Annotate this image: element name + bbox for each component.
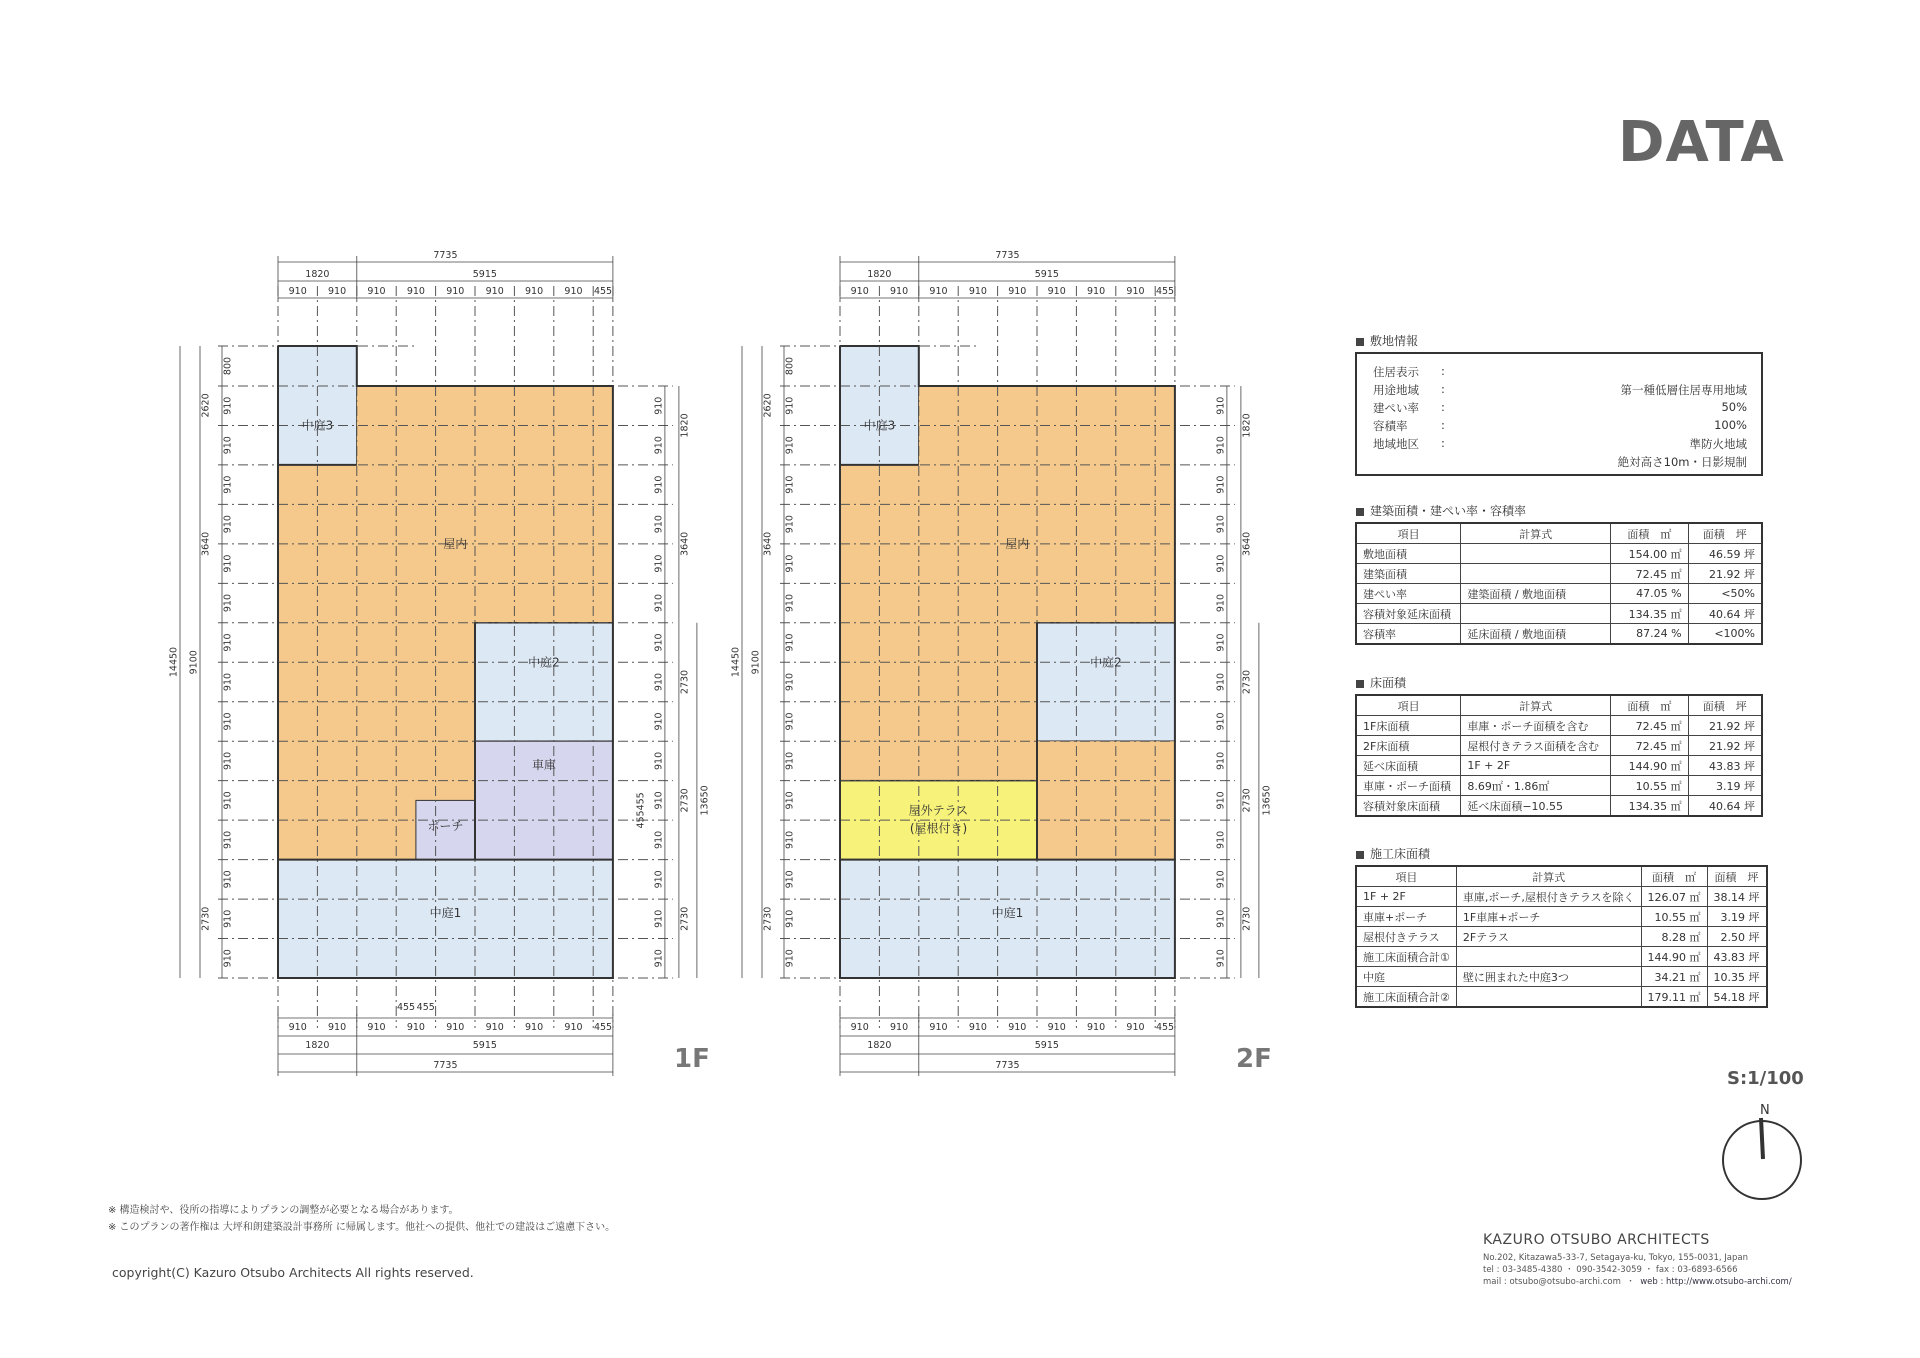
- dim-right-grid: 910: [653, 554, 665, 573]
- site-info-value: 100%: [1714, 418, 1747, 432]
- site-info-label: 建ぺい率: [1373, 401, 1419, 415]
- dim-right-grid: 910: [1215, 870, 1227, 889]
- table-cell: 46.59 坪: [1688, 544, 1762, 564]
- dim-right-grid: 910: [653, 633, 665, 652]
- table-cell: 施工床面積合計①: [1356, 947, 1456, 967]
- dim-right-grid: 910: [653, 949, 665, 968]
- dim-right-grid: 910: [653, 593, 665, 613]
- table-cell: 車庫+ポーチ: [1356, 907, 1456, 927]
- table-cell: 134.35 ㎡: [1611, 796, 1688, 817]
- dim-top-grid: 910: [288, 286, 307, 297]
- dim-top-grid: 910: [406, 286, 425, 297]
- dim-right-grid: 910: [653, 712, 665, 731]
- table-cell: 建築面積 / 敷地面積: [1461, 584, 1611, 604]
- table-header-cell: 面積 ㎡: [1611, 695, 1688, 716]
- floor-label-1f: 1F: [674, 1044, 710, 1074]
- dim-top-grid: 910: [890, 286, 909, 297]
- table-row: [1356, 776, 1762, 796]
- dim-right-small: 455455: [635, 792, 647, 829]
- table-cell: <50%: [1688, 584, 1762, 604]
- dim-left-grid: 910: [222, 475, 234, 494]
- table-cell: 179.11 ㎡: [1641, 987, 1707, 1008]
- table-header-cell: 項目: [1356, 866, 1456, 887]
- room-label-indoor: 屋内: [1005, 536, 1030, 551]
- dim-right-grid: 910: [653, 396, 665, 415]
- table-row: [1356, 584, 1762, 604]
- dim-left-sub: 2730: [200, 906, 212, 931]
- dim-right-sub: 2730: [679, 669, 691, 695]
- dim-bottom-grid: 910: [1087, 1022, 1106, 1033]
- table-row: [1356, 927, 1767, 947]
- dim-left-total: 14450: [730, 646, 742, 678]
- dim-right-grid: 910: [653, 436, 665, 455]
- site-info-colon: :: [1441, 436, 1445, 450]
- dim-right-grid: 910: [1215, 396, 1227, 415]
- site-info-colon: :: [1441, 418, 1445, 432]
- room-label-courtyard1: 中庭1: [429, 906, 462, 921]
- firm-web[interactable]: web : http://www.otsubo-archi.com/: [1640, 1277, 1792, 1287]
- dim-left-grid: 910: [222, 949, 234, 968]
- dim-top-sub: 5915: [472, 269, 497, 280]
- dim-bottom-grid: 910: [968, 1022, 987, 1033]
- dim-right-grid: 910: [653, 475, 665, 494]
- dim-left-grid: 910: [222, 672, 234, 692]
- table-cell: 敷地面積: [1356, 544, 1461, 564]
- table-cell: 延床面積 / 敷地面積: [1461, 624, 1611, 645]
- dim-left-grid: 910: [222, 554, 234, 573]
- table-cell: 43.83 坪: [1707, 947, 1767, 967]
- table-cell: 21.92 坪: [1688, 736, 1762, 756]
- dim-right-grid: 910: [1215, 949, 1227, 968]
- dim-left-grid: 910: [784, 672, 796, 692]
- north-compass: [1720, 1102, 1810, 1202]
- dim-top-grid: 910: [485, 286, 504, 297]
- dim-left-grid: 910: [784, 791, 796, 810]
- dim-top-grid: 910: [446, 286, 465, 297]
- dim-left-grid: 910: [784, 949, 796, 968]
- dim-left-grid: 910: [784, 475, 796, 494]
- table-header-cell: 面積 ㎡: [1611, 523, 1688, 544]
- table-cell: 10.55 ㎡: [1611, 776, 1688, 796]
- construction-area-table: [1355, 865, 1768, 1008]
- site-info-label: 地域地区: [1373, 437, 1419, 451]
- table-cell: 43.83 坪: [1688, 756, 1762, 776]
- table-row: [1356, 716, 1762, 736]
- dim-bottom-sub: 1820: [305, 1040, 330, 1051]
- dim-right-grid: 910: [1215, 909, 1227, 928]
- dim-left-grid: 910: [784, 593, 796, 613]
- dim-left-grid: 910: [222, 593, 234, 613]
- dim-top-total: 7735: [433, 250, 458, 261]
- firm-contact: [1483, 1252, 1792, 1288]
- building-area-title: 建築面積・建ぺい率・容積率: [1356, 502, 1526, 519]
- table-header-cell: 項目: [1356, 695, 1461, 716]
- dim-left-grid: 910: [784, 909, 796, 928]
- site-info-title: 敷地情報: [1356, 332, 1418, 349]
- table-cell: [1461, 544, 1611, 564]
- table-cell: 容積率: [1356, 624, 1461, 645]
- copyright: copyright(C) Kazuro Otsubo Architects All rights reserved.: [112, 1265, 474, 1280]
- dim-right-sub: 1820: [1241, 413, 1253, 438]
- table-cell: 施工床面積合計②: [1356, 987, 1456, 1008]
- building-area-table: [1355, 522, 1763, 645]
- table-cell: 容積対象延床面積: [1356, 604, 1461, 624]
- table-cell: 2Fテラス: [1456, 927, 1641, 947]
- dim-bottom-grid: 910: [288, 1022, 307, 1033]
- dim-left-sub: 9100: [750, 650, 762, 675]
- table-header-row: [1356, 866, 1767, 887]
- table-cell: 72.45 ㎡: [1611, 716, 1688, 736]
- dim-right-grid: 910: [653, 751, 665, 771]
- dim-left-grid: 910: [784, 712, 796, 731]
- site-info-value: 第一種低層住居専用地域: [1620, 383, 1747, 397]
- dim-right-grid: 910: [1215, 633, 1227, 652]
- table-cell: 中庭: [1356, 967, 1456, 987]
- site-info-row: [1373, 364, 1747, 380]
- dim-top-sub: 1820: [305, 269, 330, 280]
- dim-top-grid: 455: [1155, 286, 1175, 297]
- table-cell: 21.92 坪: [1688, 716, 1762, 736]
- dim-left-grid: 910: [222, 396, 234, 415]
- room-label-courtyard3: 中庭3: [301, 418, 334, 433]
- table-cell: 126.07 ㎡: [1641, 887, 1707, 907]
- room-label-courtyard2: 中庭2: [528, 655, 560, 670]
- table-cell: [1461, 564, 1611, 584]
- table-cell: 10.35 坪: [1707, 967, 1767, 987]
- dim-left-grid: 910: [784, 436, 796, 455]
- table-row: [1356, 564, 1762, 584]
- compass-north-label: N: [1760, 1103, 1770, 1118]
- site-info-row: [1373, 400, 1747, 416]
- dim-bottom-total: 7735: [995, 1060, 1020, 1071]
- table-cell: 144.90 ㎡: [1611, 756, 1688, 776]
- dim-right-grid: 910: [653, 515, 665, 534]
- table-cell: 54.18 坪: [1707, 987, 1767, 1008]
- dim-bottom-grid: 910: [406, 1022, 425, 1033]
- room-indoor-south: [1037, 741, 1175, 859]
- table-cell: 建ぺい率: [1356, 584, 1461, 604]
- table-cell: 屋根付きテラス面積を含む: [1461, 736, 1611, 756]
- table-cell: 車庫・ポーチ面積: [1356, 776, 1461, 796]
- table-cell: 1F車庫+ポーチ: [1456, 907, 1641, 927]
- dim-top-grid: 910: [850, 286, 869, 297]
- table-cell: 34.21 ㎡: [1641, 967, 1707, 987]
- table-cell: 建築面積: [1356, 564, 1461, 584]
- dim-left-grid: 910: [222, 751, 234, 771]
- sheet-title: DATA: [1618, 110, 1785, 175]
- table-header-row: [1356, 523, 1762, 544]
- table-header-cell: 面積 坪: [1688, 695, 1762, 716]
- dim-right-grid: 910: [653, 830, 665, 849]
- dim-left-sub: 3640: [762, 531, 774, 556]
- table-cell: 72.45 ㎡: [1611, 564, 1688, 584]
- dim-bottom-grid: 910: [929, 1022, 948, 1033]
- table-cell: 10.55 ㎡: [1641, 907, 1707, 927]
- dim-left-grid: 800: [784, 356, 796, 376]
- room-label-porch: ポーチ: [427, 819, 464, 834]
- table-cell: 1F床面積: [1356, 716, 1461, 736]
- dim-bottom-grid: 910: [525, 1022, 544, 1033]
- table-header-cell: 計算式: [1461, 523, 1611, 544]
- firm-name: KAZURO OTSUBO ARCHITECTS: [1483, 1232, 1710, 1248]
- dim-left-sub: 9100: [188, 650, 200, 675]
- dim-left-grid: 910: [222, 909, 234, 928]
- dim-left-grid: 910: [222, 870, 234, 889]
- table-cell: [1456, 987, 1641, 1008]
- dim-left-sub: 3640: [200, 531, 212, 556]
- dim-top-grid: 910: [328, 286, 347, 297]
- site-info-label: 容積率: [1373, 419, 1408, 433]
- site-info-label: 住居表示: [1373, 365, 1419, 379]
- site-info-colon: :: [1441, 400, 1445, 414]
- dim-right-grid: 910: [1215, 554, 1227, 573]
- table-cell: 40.64 坪: [1688, 604, 1762, 624]
- dim-right-grid: 910: [1215, 830, 1227, 849]
- dim-left-sub: 2620: [200, 393, 212, 418]
- table-cell: 2.50 坪: [1707, 927, 1767, 947]
- table-cell: 壁に囲まれた中庭3つ: [1456, 967, 1641, 987]
- table-cell: 72.45 ㎡: [1611, 736, 1688, 756]
- dim-right-sub: 2730: [1241, 669, 1253, 695]
- table-header-cell: 面積 坪: [1707, 866, 1767, 887]
- table-row: [1356, 624, 1762, 645]
- floor-area-title: 床面積: [1356, 674, 1406, 691]
- dim-left-grid: 910: [222, 633, 234, 652]
- table-cell: 38.14 坪: [1707, 887, 1767, 907]
- table-row: [1356, 796, 1762, 817]
- dim-bottom-grid: 910: [890, 1022, 909, 1033]
- firm-tel: tel : 03-3485-4380 ・ 090-3542-3059 ・ fax : 03-6893-6566: [1483, 1265, 1738, 1275]
- room-label-courtyard2: 中庭2: [1090, 655, 1122, 670]
- room-courtyard2: [475, 623, 613, 741]
- construction-area-title: 施工床面積: [1356, 845, 1430, 862]
- note-2: ※ このプランの著作権は 大坪和朗建築設計事務所 に帰属します。他社への提供、他社での建設はご遠慮下さい。: [108, 1222, 616, 1233]
- dim-right-grid: 910: [1215, 593, 1227, 613]
- notes: [108, 1202, 615, 1236]
- dim-right-sub: 2730: [1241, 906, 1253, 931]
- dim-top-grid: 910: [968, 286, 987, 297]
- table-cell: 2F床面積: [1356, 736, 1461, 756]
- compass-north-arrow: [1761, 1118, 1763, 1159]
- table-cell: [1456, 947, 1641, 967]
- dim-bottom-grid: 910: [1126, 1022, 1145, 1033]
- firm-address: No.202, Kitazawa5-33-7, Setagaya-ku, Tokyo, 155-0031, Japan: [1483, 1253, 1748, 1263]
- dim-top-grid: 455: [593, 286, 613, 297]
- table-cell: 1F + 2F: [1356, 887, 1456, 907]
- room-label-terrace-note: (屋根付き): [909, 821, 968, 836]
- dim-right-grid: 910: [653, 909, 665, 928]
- dim-bottom-sub: 5915: [472, 1040, 497, 1051]
- dim-right-grid: 910: [1215, 751, 1227, 771]
- site-info-label: 用途地域: [1373, 383, 1419, 397]
- table-header-cell: 面積 坪: [1688, 523, 1762, 544]
- dim-top-sub: 5915: [1034, 269, 1059, 280]
- dim-bottom-grid: 455: [1155, 1022, 1175, 1033]
- table-row: [1356, 544, 1762, 564]
- floor-label-2f: 2F: [1236, 1044, 1272, 1074]
- dim-right-grid: 910: [1215, 672, 1227, 692]
- site-info-row: [1373, 382, 1747, 398]
- room-courtyard2: [1037, 623, 1175, 741]
- dim-bottom-grid: 455: [593, 1022, 613, 1033]
- dim-right-total: 13650: [699, 785, 711, 816]
- table-header-cell: 計算式: [1456, 866, 1641, 887]
- site-info-colon: :: [1441, 382, 1445, 396]
- table-cell: 21.92 坪: [1688, 564, 1762, 584]
- dim-bottom-grid: 910: [850, 1022, 869, 1033]
- site-info-row: [1373, 454, 1747, 470]
- site-info-value: 準防火地域: [1689, 437, 1747, 451]
- dim-top-grid: 910: [367, 286, 386, 297]
- dim-bottom-grid: 910: [1008, 1022, 1027, 1033]
- dim-left-grid: 910: [784, 751, 796, 771]
- table-cell: 3.19 坪: [1707, 907, 1767, 927]
- site-info-row: [1373, 418, 1747, 434]
- dim-bottom-sub: 5915: [1034, 1040, 1059, 1051]
- dim-left-grid: 910: [784, 870, 796, 889]
- dim-bottom-total: 7735: [433, 1060, 458, 1071]
- note-1: ※ 構造検討や、役所の指導によりプランの調整が必要となる場合があります。: [108, 1205, 459, 1216]
- dim-right-grid: 910: [1215, 515, 1227, 534]
- dim-top-total: 7735: [995, 250, 1020, 261]
- firm-web-mail: mail : otsubo@otsubo-archi.com ・ web : http://www.otsubo-archi.com/: [1483, 1277, 1792, 1287]
- table-cell: 3.19 坪: [1688, 776, 1762, 796]
- table-cell: [1461, 604, 1611, 624]
- dim-bottom-grid: 910: [485, 1022, 504, 1033]
- dim-right-total: 13650: [1261, 785, 1273, 816]
- site-info-colon: :: [1441, 364, 1445, 378]
- dim-bottom-small: 455: [416, 1002, 435, 1013]
- table-row: [1356, 967, 1767, 987]
- dim-right-grid: 910: [1215, 712, 1227, 731]
- dim-right-grid: 910: [653, 791, 665, 810]
- dim-bottom-small: 455: [396, 1002, 416, 1013]
- dim-left-grid: 910: [784, 396, 796, 415]
- firm-mail: mail : otsubo@otsubo-archi.com: [1483, 1277, 1621, 1287]
- table-cell: 40.64 坪: [1688, 796, 1762, 817]
- table-header-cell: 項目: [1356, 523, 1461, 544]
- table-cell: 154.00 ㎡: [1611, 544, 1688, 564]
- site-info-value: 50%: [1721, 400, 1747, 414]
- floor-area-table: [1355, 694, 1763, 817]
- dim-top-grid: 910: [564, 286, 583, 297]
- table-cell: 車庫,ポーチ,屋根付きテラスを除く: [1456, 887, 1641, 907]
- room-label-terrace: 屋外テラス: [908, 803, 969, 818]
- table-cell: 屋根付きテラス: [1356, 927, 1456, 947]
- table-cell: 延べ床面積−10.55: [1461, 796, 1611, 817]
- room-label-courtyard3: 中庭3: [863, 418, 896, 433]
- dim-top-grid: 910: [1047, 286, 1066, 297]
- table-row: [1356, 604, 1762, 624]
- dim-bottom-grid: 910: [564, 1022, 583, 1033]
- scale-label: S:1/100: [1727, 1068, 1804, 1089]
- dim-left-grid: 910: [222, 515, 234, 534]
- dim-right-sub: 2730: [679, 788, 691, 813]
- site-info-box: [1355, 352, 1763, 476]
- table-cell: 1F + 2F: [1461, 756, 1611, 776]
- dim-right-grid: 910: [1215, 436, 1227, 455]
- dim-bottom-sub: 1820: [867, 1040, 892, 1051]
- dim-top-grid: 910: [1087, 286, 1106, 297]
- dim-right-grid: 910: [1215, 791, 1227, 810]
- dim-right-sub: 2730: [1241, 788, 1253, 813]
- table-row: [1356, 887, 1767, 907]
- dim-left-grid: 800: [222, 356, 234, 376]
- room-label-indoor: 屋内: [443, 536, 468, 551]
- dim-right-sub: 3640: [679, 531, 691, 556]
- table-row: [1356, 947, 1767, 967]
- dim-right-sub: 1820: [679, 413, 691, 438]
- dim-right-sub: 2730: [679, 906, 691, 931]
- dim-top-sub: 1820: [867, 269, 892, 280]
- table-row: [1356, 907, 1767, 927]
- dim-right-grid: 910: [653, 870, 665, 889]
- table-cell: 車庫・ポーチ面積を含む: [1461, 716, 1611, 736]
- dim-bottom-grid: 910: [328, 1022, 347, 1033]
- dim-left-grid: 910: [222, 830, 234, 849]
- dim-left-grid: 910: [222, 712, 234, 731]
- dim-right-grid: 910: [653, 672, 665, 692]
- dim-left-sub: 2730: [762, 906, 774, 931]
- table-cell: 87.24 %: [1611, 624, 1688, 645]
- site-info-row: [1373, 436, 1747, 452]
- room-label-garage: 車庫: [531, 758, 556, 773]
- dim-bottom-grid: 910: [367, 1022, 386, 1033]
- dim-left-grid: 910: [784, 515, 796, 534]
- dim-left-grid: 910: [784, 554, 796, 573]
- table-cell: 47.05 %: [1611, 584, 1688, 604]
- dim-top-grid: 910: [1126, 286, 1145, 297]
- dim-top-grid: 910: [929, 286, 948, 297]
- dim-right-sub: 3640: [1241, 531, 1253, 556]
- table-row: [1356, 736, 1762, 756]
- dim-left-grid: 910: [222, 436, 234, 455]
- dim-bottom-grid: 910: [446, 1022, 465, 1033]
- table-cell: <100%: [1688, 624, 1762, 645]
- site-info-value: 絶対高さ10m・日影規制: [1617, 455, 1747, 469]
- table-header-cell: 計算式: [1461, 695, 1611, 716]
- dim-left-grid: 910: [784, 830, 796, 849]
- dim-top-grid: 910: [525, 286, 544, 297]
- dim-left-sub: 2620: [762, 393, 774, 418]
- table-cell: 8.69㎡・1.86㎡: [1461, 776, 1611, 796]
- dim-bottom-grid: 910: [1047, 1022, 1066, 1033]
- table-cell: 144.90 ㎡: [1641, 947, 1707, 967]
- table-cell: 8.28 ㎡: [1641, 927, 1707, 947]
- table-cell: 延べ床面積: [1356, 756, 1461, 776]
- table-row: [1356, 756, 1762, 776]
- dim-right-grid: 910: [1215, 475, 1227, 494]
- table-header-row: [1356, 695, 1762, 716]
- dim-top-grid: 910: [1008, 286, 1027, 297]
- table-row: [1356, 987, 1767, 1008]
- table-cell: 134.35 ㎡: [1611, 604, 1688, 624]
- room-label-courtyard1: 中庭1: [991, 906, 1024, 921]
- dim-left-grid: 910: [222, 791, 234, 810]
- table-cell: 容積対象床面積: [1356, 796, 1461, 817]
- dim-left-total: 14450: [168, 646, 180, 678]
- table-header-cell: 面積 ㎡: [1641, 866, 1707, 887]
- dim-left-grid: 910: [784, 633, 796, 652]
